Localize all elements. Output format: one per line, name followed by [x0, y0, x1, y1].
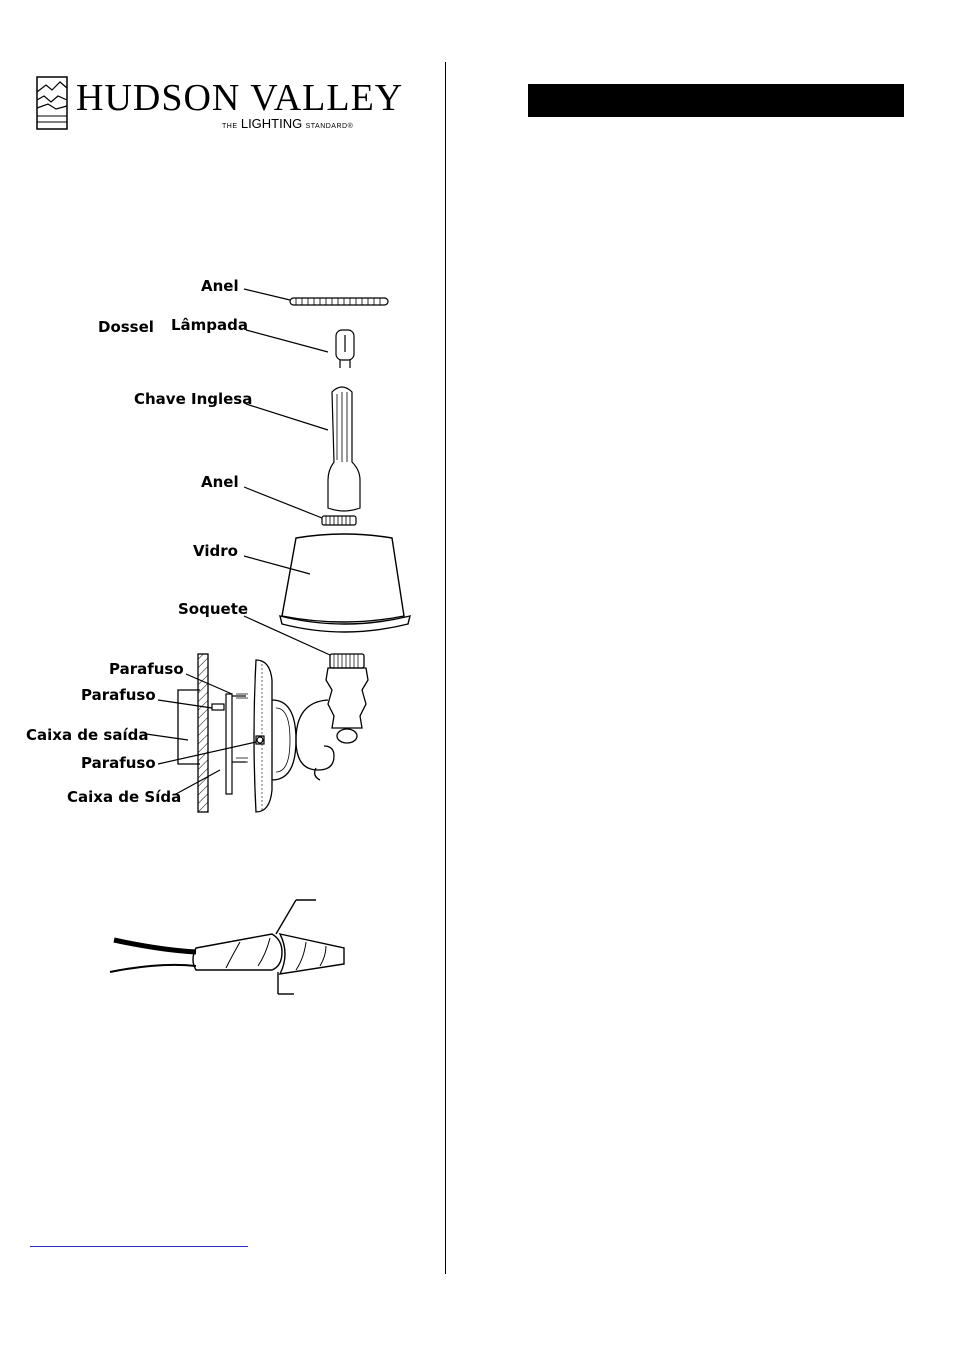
mounting-hardware	[212, 694, 264, 794]
label-parafuso-1: Parafuso	[109, 660, 184, 678]
label-anel-top: Anel	[201, 277, 239, 295]
label-soquete: Soquete	[178, 600, 249, 618]
tagline-standard: STANDARD®	[305, 123, 354, 130]
brand-word-hudson: HUDSON	[76, 77, 241, 119]
label-parafuso-2: Parafuso	[81, 686, 156, 704]
lamp-bulb-part	[336, 330, 354, 368]
label-caixa-de-sida: Caixa de Sída	[67, 788, 182, 806]
socket-arm-part	[296, 654, 368, 780]
hyperlink-underline[interactable]	[30, 1246, 248, 1247]
label-dossel: Dossel	[98, 318, 154, 336]
brand-word-valley: VALLEY	[250, 77, 404, 119]
leader-parafuso-1	[186, 674, 232, 694]
leader-anel-mid	[244, 487, 322, 518]
leader-anel-top	[244, 289, 290, 300]
leader-chave	[246, 404, 328, 430]
label-anel-mid: Anel	[201, 473, 239, 491]
glass-shade-part	[280, 534, 410, 632]
leader-soquete	[244, 616, 330, 655]
label-chave-inglesa: Chave Inglesa	[134, 390, 253, 408]
tagline-lighting: LIGHTING	[240, 116, 303, 131]
ring-mid-part	[322, 516, 356, 525]
wrench-tube-part	[328, 387, 360, 511]
label-lampada: Lâmpada	[171, 316, 249, 334]
label-parafuso-3: Parafuso	[81, 754, 156, 772]
label-caixa-de-saida: Caixa de saída	[26, 726, 149, 744]
ring-top-part	[290, 298, 388, 305]
leader-lampada	[246, 330, 328, 352]
leader-vidro	[244, 556, 310, 574]
leader-caixa-saida	[146, 734, 188, 740]
wire-splice-illustration	[110, 900, 344, 994]
label-vidro: Vidro	[193, 542, 238, 560]
tagline-the: THE	[222, 123, 238, 130]
